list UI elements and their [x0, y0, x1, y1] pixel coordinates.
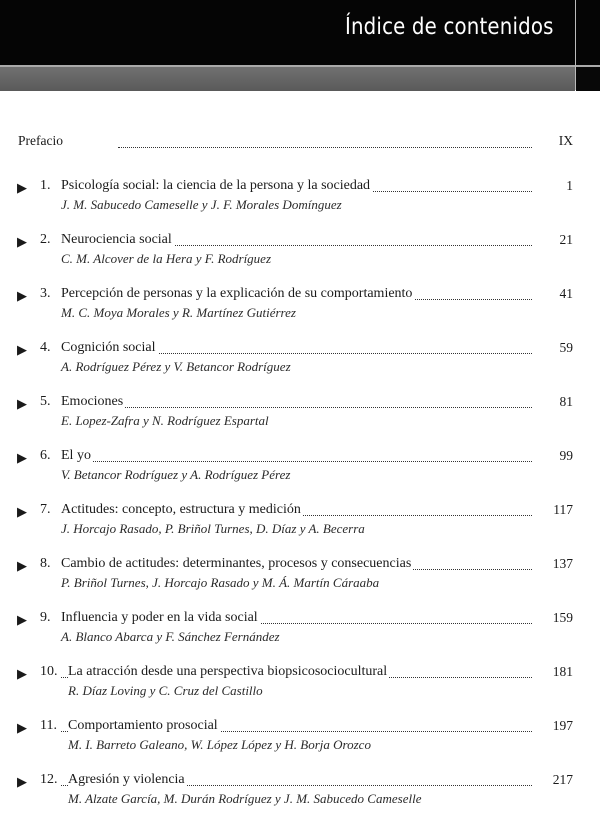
chapter-number: 2. — [40, 232, 51, 247]
chapter-authors: A. Blanco Abarca y F. Sánchez Fernández — [61, 629, 280, 644]
page-number: 1 — [566, 178, 573, 193]
chapter-title[interactable]: Psicología social: la ciencia de la persona y la sociedad — [61, 178, 371, 193]
page-number: 99 — [559, 448, 573, 463]
chapter-authors: A. Rodríguez Pérez y V. Betancor Rodríguez — [61, 359, 291, 374]
chapter-authors: R. Díaz Loving y C. Cruz del Castillo — [68, 683, 263, 698]
chapter-number: 5. — [40, 394, 51, 409]
arrow-right-icon: ▶ — [17, 180, 27, 195]
leader-dots — [61, 397, 532, 408]
arrow-right-icon: ▶ — [17, 234, 27, 249]
chapter-authors: M. C. Moya Morales y R. Martínez Gutiérrez — [61, 305, 296, 320]
arrow-right-icon: ▶ — [17, 774, 27, 789]
toc-entry[interactable] — [0, 664, 600, 718]
arrow-right-icon: ▶ — [17, 288, 27, 303]
chapter-number: 4. — [40, 340, 51, 355]
chapter-authors: J. Horcajo Rasado, P. Briñol Turnes, D. Díaz y A. Becerra — [61, 521, 365, 536]
chapter-title[interactable]: Percepción de personas y la explicación de su comportamiento — [61, 286, 413, 301]
preface-label: Prefacio — [18, 133, 63, 148]
chapter-number: 7. — [40, 502, 51, 517]
leader-dots — [118, 137, 532, 148]
chapter-title[interactable]: Neurociencia social — [61, 232, 172, 247]
chapter-title[interactable]: Agresión y violencia — [68, 772, 185, 787]
arrow-right-icon: ▶ — [17, 450, 27, 465]
page-number: 21 — [559, 232, 573, 247]
chapter-title[interactable]: Comportamiento prosocial — [68, 718, 218, 733]
chapter-authors: P. Briñol Turnes, J. Horcajo Rasado y M. Á. Martín Cáraaba — [61, 575, 380, 590]
table-of-contents — [0, 133, 600, 826]
page-number: IX — [558, 133, 573, 148]
toc-entry[interactable] — [0, 772, 600, 826]
page-number: 117 — [553, 502, 573, 517]
arrow-right-icon: ▶ — [17, 666, 27, 681]
chapter-title[interactable]: Emociones — [61, 394, 124, 409]
toc-entry[interactable] — [0, 340, 600, 394]
arrow-right-icon: ▶ — [17, 612, 27, 627]
arrow-right-icon: ▶ — [17, 558, 27, 573]
header-band-corner — [576, 67, 600, 91]
arrow-right-icon: ▶ — [17, 342, 27, 357]
toc-entry[interactable] — [0, 718, 600, 772]
chapter-authors: E. Lopez-Zafra y N. Rodríguez Espartal — [61, 413, 269, 428]
chapter-title[interactable]: Cambio de actitudes: determinantes, procesos y consecuencias — [61, 556, 412, 571]
page-number: 59 — [559, 340, 573, 355]
chapter-authors: J. M. Sabucedo Cameselle y J. F. Morales Domínguez — [61, 197, 342, 212]
arrow-right-icon: ▶ — [17, 720, 27, 735]
header-bar — [0, 0, 600, 65]
chapter-number: 9. — [40, 610, 51, 625]
chapter-number: 12. — [40, 772, 58, 787]
chapter-title[interactable]: Cognición social — [61, 340, 156, 355]
page-number: 197 — [552, 718, 573, 733]
toc-entry[interactable] — [0, 178, 600, 232]
chapter-number: 1. — [40, 178, 51, 193]
arrow-right-icon: ▶ — [17, 504, 27, 519]
chapter-authors: M. Alzate García, M. Durán Rodríguez y J. M. Sabucedo Cameselle — [68, 791, 422, 806]
chapter-title[interactable]: Actitudes: concepto, estructura y medición — [61, 502, 301, 517]
header-band — [0, 67, 575, 91]
leader-dots — [61, 451, 532, 462]
chapter-authors: M. I. Barreto Galeano, W. López López y H. Borja Orozco — [68, 737, 371, 752]
page-number: 81 — [559, 394, 573, 409]
chapter-number: 11. — [40, 718, 57, 733]
chapter-number: 6. — [40, 448, 51, 463]
page-number: 159 — [552, 610, 573, 625]
page-number: 137 — [552, 556, 573, 571]
toc-entry[interactable] — [0, 556, 600, 610]
page-number: 217 — [552, 772, 573, 787]
toc-entry[interactable] — [0, 232, 600, 286]
page-number: 181 — [552, 664, 573, 679]
chapter-title[interactable]: Influencia y poder en la vida social — [61, 610, 258, 625]
chapter-number: 3. — [40, 286, 51, 301]
chapter-authors: C. M. Alcover de la Hera y F. Rodríguez — [61, 251, 272, 266]
chapter-title[interactable]: El yo — [61, 448, 91, 463]
toc-entry-preface[interactable] — [0, 133, 600, 178]
vertical-divider — [575, 0, 576, 90]
chapter-number: 10. — [40, 664, 58, 679]
toc-entry[interactable] — [0, 286, 600, 340]
toc-entry[interactable] — [0, 610, 600, 664]
page-number: 41 — [559, 286, 573, 301]
page-title: Índice de contenidos — [345, 14, 554, 40]
chapter-authors: V. Betancor Rodríguez y A. Rodríguez Pérez — [61, 467, 291, 482]
chapter-title[interactable]: La atracción desde una perspectiva biopsicosociocultural — [68, 664, 388, 679]
toc-entry[interactable] — [0, 448, 600, 502]
arrow-right-icon: ▶ — [17, 396, 27, 411]
chapter-number: 8. — [40, 556, 51, 571]
toc-entry[interactable] — [0, 394, 600, 448]
toc-entry[interactable] — [0, 502, 600, 556]
